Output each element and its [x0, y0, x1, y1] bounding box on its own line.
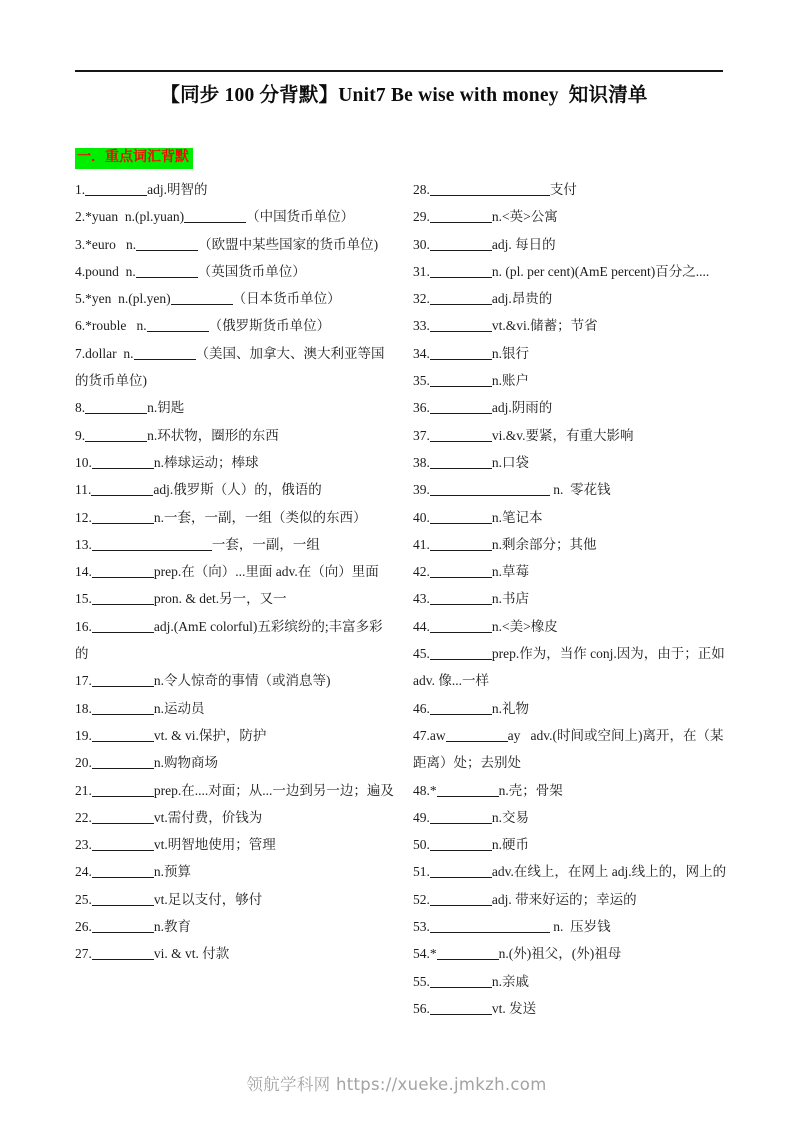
- answer-blank: [92, 920, 154, 933]
- list-item: 30. adj. 每日的: [413, 236, 556, 252]
- list-item: 53. n. 压岁钱: [413, 919, 611, 935]
- list-item: 22. vt.需付费，价钱为: [75, 809, 263, 825]
- answer-blank: [92, 456, 154, 469]
- list-item: 26. n.教育: [75, 919, 191, 935]
- answer-blank: [430, 511, 492, 524]
- list-item: 34. n.银行: [413, 345, 529, 361]
- list-item: 25. vt.足以支付，够付: [75, 891, 263, 907]
- answer-blank: [430, 702, 492, 715]
- answer-blank: [430, 1002, 492, 1015]
- list-item: 16. adj.(AmE colorful)五彩缤纷的;丰富多彩的: [75, 618, 383, 662]
- list-item: 14. prep.在（向）...里面 adv.在（向）里面: [75, 564, 379, 580]
- answer-blank: [430, 975, 492, 988]
- list-item: 38. n.口袋: [413, 454, 529, 470]
- list-item: 56. vt. 发送: [413, 1000, 537, 1016]
- list-item: 29. n.<英>公寓: [413, 209, 558, 225]
- list-item: 47.aw ay adv.(时间或空间上)离开，在（某距离）处；去别处: [413, 727, 724, 771]
- list-item: 33. vt.&vi.储蓄；节省: [413, 318, 598, 334]
- answer-blank: [430, 401, 492, 414]
- answer-blank: [446, 729, 508, 742]
- word-column-right: [413, 176, 733, 1022]
- list-item: 54.* n.(外)祖父，(外)祖母: [413, 946, 622, 962]
- answer-blank: [430, 183, 550, 196]
- list-item: 32. adj.昂贵的: [413, 291, 553, 307]
- answer-blank: [430, 347, 492, 360]
- list-item: 4.pound n. （英国货币单位）: [75, 263, 306, 279]
- answer-blank: [91, 483, 153, 496]
- answer-blank: [171, 292, 233, 305]
- word-list: [75, 176, 733, 1022]
- answer-blank: [430, 811, 492, 824]
- document-content: [75, 70, 733, 1022]
- list-item: 8. n.钥匙: [75, 400, 185, 416]
- list-item: 10. n.棒球运动；棒球: [75, 454, 259, 470]
- list-item: 46. n.礼物: [413, 700, 529, 716]
- answer-blank: [430, 238, 492, 251]
- list-item: 36. adj.阴雨的: [413, 400, 553, 416]
- answer-blank: [92, 620, 154, 633]
- answer-blank: [85, 183, 147, 196]
- list-item: 39. n. 零花钱: [413, 482, 611, 498]
- list-item: 1. adj.明智的: [75, 182, 208, 197]
- answer-blank: [430, 292, 492, 305]
- document-title: 【同步 100 分背默】Unit7 Be wise with money 知识清单: [160, 85, 648, 106]
- list-item: 31. n. (pl. per cent)(AmE percent)百分之....: [413, 263, 710, 279]
- list-item: 6.*rouble n. （俄罗斯货币单位）: [75, 318, 331, 334]
- section-heading: 一．重点词汇背默: [75, 148, 193, 169]
- word-column-left: [75, 176, 395, 1022]
- answer-blank: [430, 647, 492, 660]
- answer-blank: [430, 538, 492, 551]
- list-item: 7.dollar n. （美国、加拿大、澳大利亚等国的货币单位): [75, 345, 385, 389]
- answer-blank: [92, 838, 154, 851]
- list-item: 41. n.剩余部分；其他: [413, 536, 597, 552]
- answer-blank: [85, 401, 147, 414]
- list-item: 52. adj. 带来好运的；幸运的: [413, 891, 637, 907]
- answer-blank: [92, 756, 154, 769]
- list-item: 35. n.账户: [413, 373, 529, 389]
- list-item: 19. vt. & vi.保护，防护: [75, 727, 267, 743]
- answer-blank: [92, 865, 154, 878]
- answer-blank: [430, 865, 492, 878]
- answer-blank: [430, 592, 492, 605]
- list-item: 12. n.一套，一副，一组（类似的东西）: [75, 509, 367, 525]
- list-item: 37. vi.&v.要紧，有重大影响: [413, 427, 634, 443]
- list-item: 55. n.亲戚: [413, 973, 529, 989]
- list-item: 11. adj.俄罗斯（人）的，俄语的: [75, 482, 322, 498]
- list-item: 23. vt.明智地使用；管理: [75, 837, 276, 853]
- list-item: 42. n.草莓: [413, 564, 529, 580]
- answer-blank: [430, 893, 492, 906]
- answer-blank: [437, 784, 499, 797]
- list-item: 27. vi. & vt. 付款: [75, 946, 230, 962]
- list-item: 40. n.笔记本: [413, 509, 543, 525]
- list-item: 45. prep.作为，当作 conj.因为，由于；正如 adv. 像...一样: [413, 646, 729, 689]
- answer-blank: [134, 347, 196, 360]
- list-item: 20. n.购物商场: [75, 755, 218, 771]
- list-item: 51. adv.在线上，在网上 adj.线上的，网上的: [413, 864, 727, 880]
- answer-blank: [85, 429, 147, 442]
- answer-blank: [92, 538, 212, 551]
- list-item: 2.*yuan n.(pl.yuan) （中国货币单位）: [75, 209, 355, 225]
- list-item: 5.*yen n.(pl.yen) （日本货币单位）: [75, 291, 341, 307]
- list-item: 50. n.硬币: [413, 837, 529, 853]
- answer-blank: [147, 319, 209, 332]
- answer-blank: [136, 265, 198, 278]
- answer-blank: [92, 784, 154, 797]
- list-item: 44. n.<美>橡皮: [413, 618, 558, 634]
- answer-blank: [430, 483, 550, 496]
- answer-blank: [430, 319, 492, 332]
- answer-blank: [184, 210, 246, 223]
- header-rule: [75, 70, 723, 72]
- answer-blank: [92, 729, 154, 742]
- answer-blank: [430, 456, 492, 469]
- answer-blank: [430, 920, 550, 933]
- section-heading-row: [75, 148, 733, 169]
- footer-watermark: 领航学科网 https://xueke.jmkzh.com: [246, 1075, 547, 1094]
- answer-blank: [92, 893, 154, 906]
- answer-blank: [430, 620, 492, 633]
- answer-blank: [437, 947, 499, 960]
- list-item: 9. n.环状物，圈形的东西: [75, 427, 279, 443]
- list-item: 28. 支付: [413, 182, 577, 197]
- list-item: 49. n.交易: [413, 809, 529, 825]
- answer-blank: [92, 702, 154, 715]
- answer-blank: [430, 210, 492, 223]
- list-item: 18. n.运动员: [75, 700, 205, 716]
- answer-blank: [430, 565, 492, 578]
- answer-blank: [92, 565, 154, 578]
- answer-blank: [92, 674, 154, 687]
- answer-blank: [430, 838, 492, 851]
- answer-blank: [92, 592, 154, 605]
- answer-blank: [92, 947, 154, 960]
- list-item: 24. n.预算: [75, 864, 191, 880]
- answer-blank: [92, 811, 154, 824]
- list-item: 21. prep.在....对面；从...一边到另一边；遍及: [75, 782, 394, 798]
- answer-blank: [430, 374, 492, 387]
- answer-blank: [136, 238, 198, 251]
- list-item: 43. n.书店: [413, 591, 529, 607]
- list-item: 17. n.令人惊奇的事情（或消息等): [75, 673, 331, 689]
- answer-blank: [430, 429, 492, 442]
- list-item: 15. pron. & det.另一，又一: [75, 591, 287, 607]
- list-item: 3.*euro n. （欧盟中某些国家的货币单位): [75, 236, 379, 252]
- answer-blank: [92, 511, 154, 524]
- list-item: 48.* n.壳；骨架: [413, 782, 563, 798]
- answer-blank: [430, 265, 492, 278]
- list-item: 13. 一套，一副，一组: [75, 536, 320, 552]
